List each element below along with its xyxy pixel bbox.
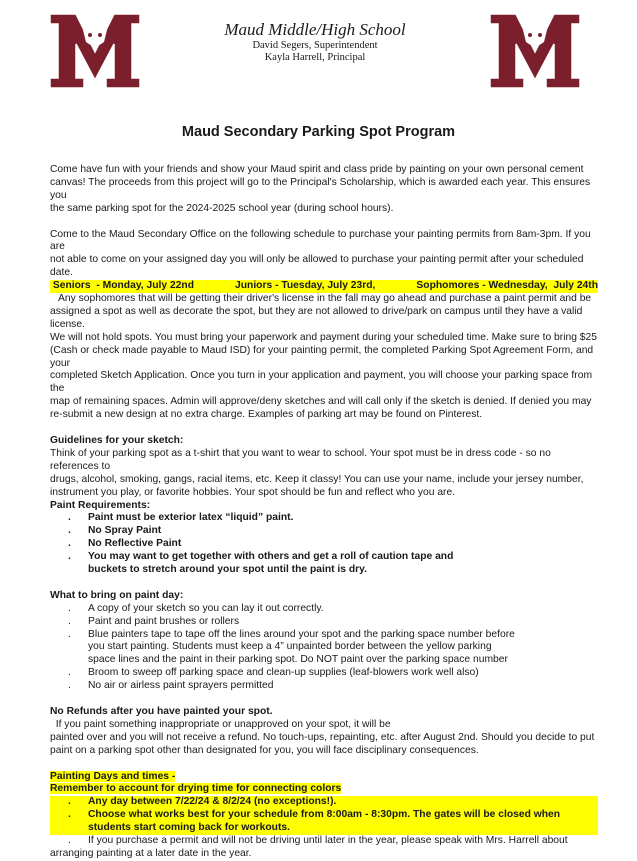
sophomore-info-line: map of remaining spaces. Admin will approve/deny sketches and will call only if the sketch is denied. If denied you may (50, 396, 592, 408)
bullet-icon: . (68, 835, 71, 847)
sophomore-info-line: re-submit a new design at no extra charge. Examples of parking art may be found on Pinterest. (50, 409, 483, 421)
superintendent-line: David Segers, Superintendent (252, 40, 378, 51)
bullet-icon: . (68, 680, 71, 692)
sophomore-info-line: completed Sketch Application. Once you turn in your application and payment, you will choose your parking space from the (50, 370, 593, 395)
intro-line: Come have fun with your friends and show your Maud spirit and class pride by painting on your own personal cement (50, 164, 584, 175)
paint-requirements-heading: Paint Requirements: (50, 499, 151, 511)
painting-day-note: . If you purchase a permit and will not be driving until later in the year, please speak with Mrs. Harrell about (68, 835, 568, 847)
bring-item: . Broom to sweep off parking space and clean-up supplies (leaf-blowers work well also) (68, 667, 479, 679)
painting-days-subheading: Remember to account for drying time for connecting colors (50, 783, 342, 795)
bullet-icon: . (68, 512, 71, 524)
bullet-icon: . (68, 602, 71, 614)
letterhead (150, 20, 480, 64)
requirement-item: . No Spray Paint (68, 525, 162, 537)
painting-days-heading: Painting Days and times - (50, 770, 176, 782)
guidelines-heading: Guidelines for your sketch: (50, 435, 184, 446)
bring-item: . A copy of your sketch so you can lay it out correctly. (68, 602, 324, 614)
bring-item: . No air or airless paint sprayers permitted (68, 680, 274, 692)
schedule-sophomores: Sophomores - Wednesday, July 24th (416, 280, 598, 292)
schedule-intro-line: Come to the Maud Secondary Office on the following schedule to purchase your painting permits from 8am-3pm. If you are (50, 228, 591, 253)
painting-day-note-line: arranging painting at a later date in the year. (50, 847, 252, 859)
schedule-line (50, 280, 598, 293)
bullet-icon: . (68, 525, 71, 537)
requirement-item: . No Reflective Paint (68, 538, 182, 550)
requirement-item: . Paint must be exterior latex “liquid” paint. (68, 512, 294, 524)
bullet-icon: . (68, 796, 71, 808)
refunds-line: paint on a parking spot other than designated for you, you will face disciplinary consequences. (50, 744, 479, 756)
requirement-item: . You may want to get together with others and get a roll of caution tape and buckets to stretch around your spot until the paint is dry. (68, 551, 454, 576)
bullet-icon: . (68, 809, 71, 821)
document-body (50, 164, 598, 861)
bring-item: . Paint and paint brushes or rollers (68, 615, 240, 627)
refunds-line: painted over and you will not receive a refund. No touch-ups, repainting, etc. after August 2nd. Should you decide to put (50, 731, 595, 743)
refunds-line: No Refunds after you have painted your spot. If you paint something inappropriate or unapproved on your spot, it will be (50, 706, 391, 730)
school-name: Maud Middle/High School (224, 20, 406, 39)
bullet-icon: . (68, 551, 71, 563)
bring-item: . Blue painters tape to tape off the lines around your spot and the parking space number before you start painting. Students must keep a 4” unpainted border between the yellow parking space lines and the paint in their parking spot. Do NOT paint over the parking space number (68, 628, 515, 666)
guidelines-line: Think of your parking spot as a t-shirt that you want to wear to school. Your spot must be in dress code - so no references to (50, 447, 551, 472)
document-title: Maud Secondary Parking Spot Program (181, 124, 456, 140)
intro-line: the same parking spot for the 2024-2025 school year (during school hours). (50, 202, 394, 214)
principal-line: Kayla Harrell, Principal (264, 52, 366, 63)
schedule-intro-line: not able to come on your assigned day you will only be allowed to purchase your painting permit after your scheduled date. (50, 254, 584, 279)
schedule-seniors: Seniors - Monday, July 22nd (50, 280, 194, 292)
bullet-icon: . (68, 628, 71, 640)
refunds-bold: No Refunds after you have painted your spot. (50, 706, 273, 717)
bullet-icon: . (68, 667, 71, 679)
bullet-icon: . (68, 538, 71, 550)
intro-line: canvas! The proceeds from this project will go to the Principal's Scholarship, which is awarded each year. This ensures you (50, 176, 591, 201)
sophomore-info-line: Any sophomores that will be getting their driver's license in the fall may go ahead and purchase a paint permit and be (50, 293, 592, 305)
bring-heading: What to bring on paint day: (50, 589, 184, 601)
painting-day-item: . Choose what works best for your schedule from 8:00am - 8:30pm. The gates will be closed when students start coming back for workouts. (50, 809, 598, 835)
sophomore-info-line: assigned a spot as well as decorate the spot, but they are not allowed to drive/park on campus until they have a valid license. (50, 305, 583, 330)
schedule-juniors: Juniors - Tuesday, July 23rd, (235, 280, 376, 292)
painting-day-item: . Any day between 7/22/24 & 8/2/24 (no exceptions!). (50, 796, 598, 809)
sophomore-info-line: (Cash or check made payable to Maud ISD) for your painting permit, the completed Parking Spot Agreement Form, and your (50, 344, 594, 369)
sophomore-info-line: We will not hold spots. You must bring your paperwork and payment during your scheduled time. Make sure to bring $25 (50, 331, 597, 343)
school-logo-right (486, 8, 584, 92)
guidelines-line: drugs, alcohol, smoking, gangs, racial items, etc. Keep it classy! You can use your name, include your jersey number, (50, 473, 584, 485)
school-logo-left (46, 8, 144, 92)
guidelines-line: instrument you play, or favorite hobbies. Your spot should be fun and reflect who you are. (50, 486, 456, 498)
bullet-icon: . (68, 615, 71, 627)
